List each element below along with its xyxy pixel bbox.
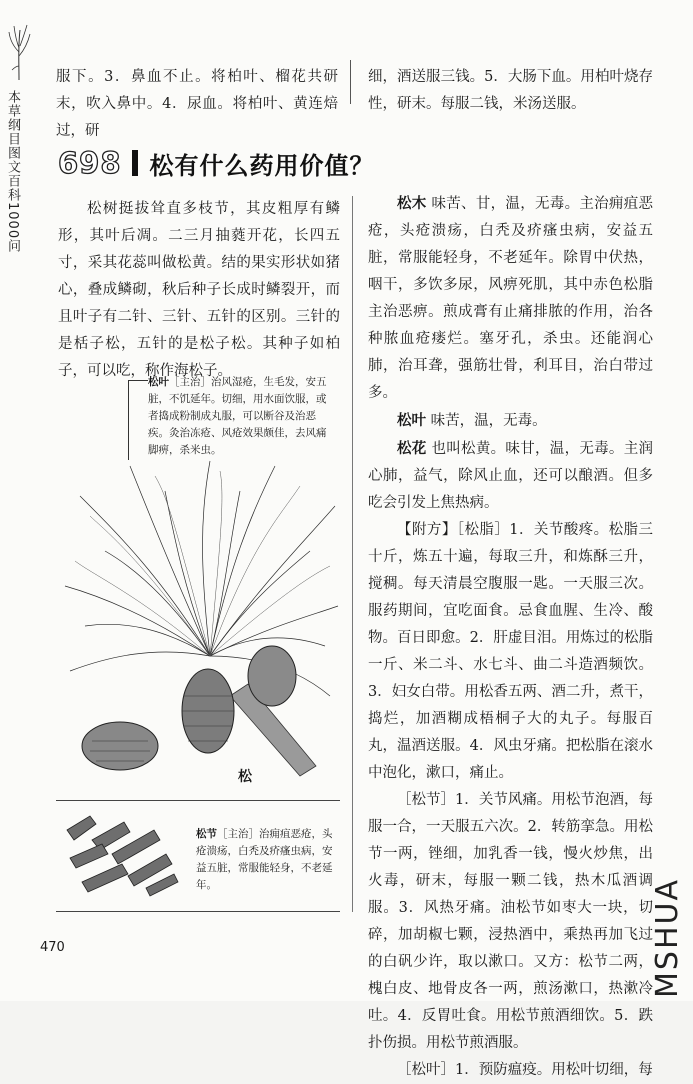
page-number: 470 xyxy=(40,940,65,955)
caption-text: ［主治］治痈疽恶疮，头疮溃疡，白秃及疥瘙虫病，安益五脏，常服能轻身，不老延年。 xyxy=(196,828,333,891)
section-number: 698 xyxy=(58,146,122,180)
paragraph-songjie: ［松节］1．关节风痛。用松节泡酒，每服一合，一天服五六次。2．转筋挛急。用松节一两，锉细，加乳香一钱，慢火炒焦，出火毒，研末，每服一颗二钱，热木瓜酒调服。3．风热牙痛。油松节如枣大一块，切碎，加胡椒七颗，浸热酒中，乘热再加飞过的白矾少许，取以漱口。又方：松节二两，槐白皮、地骨皮各一两，煎汤漱口，热漱冷吐。4．反胃吐食。用松节煎酒细饮。5．跌扑伤损。用松节煎酒服。 xyxy=(368,792,653,1051)
caption-text: ［主治］治风湿疮，生毛发，安五脏，不饥延年。切细，用水面饮服，或者捣成粉制成丸服，可以断谷及治恶疾。灸治冻疮、风疮效果颇佳，去风痛脚痹，杀米虫。 xyxy=(148,376,327,456)
continued-text-right: 细，酒送服三钱。5．大肠下血。用柏叶烧存性，研末。每服二钱，米汤送服。 xyxy=(368,69,653,112)
right-column xyxy=(368,190,653,1084)
heading-bar xyxy=(132,150,138,176)
plant-logo-icon xyxy=(6,22,32,82)
paragraph-fufang: 【附方】［松脂］1．关节酸疼。松脂三十斤，炼五十遍，每取三升，和炼酥三升，搅稠。每天清晨空腹服一匙。一天服三次。服药期间，宜吃面食。忌食血腥、生冷、酸物。百日即愈。2．肝虚目泪。用炼过的松脂一斤、米二斗、水七斗、曲二斗造酒频饮。3．妇女白带。用松香五两、酒二升，煮干，捣烂，加酒糊成梧桐子大的丸子。每服百丸，温酒送服。4．风虫牙痛。把松脂在滚水中泡化，漱口，痛止。 xyxy=(368,522,653,781)
paragraph-songhua: 松花 也叫松黄。味甘，温，无毒。主润心肺，益气，除风止血，还可以酿酒。但多吃会引发上焦热病。 xyxy=(368,440,654,511)
book-title: 本草纲目图文百科1000问 xyxy=(5,90,20,254)
caption-leader-line xyxy=(128,380,148,381)
pine-knot-illustration xyxy=(62,810,182,902)
caption-leader-line-vertical xyxy=(128,380,129,460)
column-divider xyxy=(352,196,353,912)
book-spine-title xyxy=(6,22,32,253)
continued-text-left: 服下。3．鼻血不止。将柏叶、榴花共研末，吹入鼻中。4．尿血。将柏叶、黄连焙过，研 xyxy=(56,69,338,139)
section-title: 松有什么药用价值？ xyxy=(149,151,375,180)
pine-leaf-caption xyxy=(148,374,336,459)
paragraph-songmu: 松木 味苦、甘，温，无毒。主治痈疽恶疮，头疮溃疡，白秃及疥瘙虫病，安益五脏，常服能轻身，不老延年。除胃中伏热，咽干，多饮多尿，风痹死肌，其中赤色松脂主治恶痹。煎成膏有止痛排脓的作用，治各种脓血疮瘘烂。塞牙孔，杀虫。还能润心肺，治耳聋，强筋壮骨，利耳目，治白带过多。 xyxy=(368,195,654,401)
paragraph-songye-fang: ［松叶］1．预防瘟疫。用松叶切细，每 xyxy=(397,1062,653,1078)
intro-paragraph: 松树挺拔耸直多枝节，其皮粗厚有鳞形，其叶后凋。二三月抽蕤开花，长四五寸，采其花蕊叫做松黄。结的果实形状如猪心，叠成鳞砌，秋后种子长成时鳞裂开，而且叶子有二针、三针、五针的区别。三针的是栝子松，五针的是松子松。其种子如柏子，可以吃，称作海松子。 xyxy=(58,201,340,379)
caption-label: 松节 xyxy=(196,828,217,840)
section-heading xyxy=(58,143,375,183)
column-divider-top xyxy=(350,60,351,104)
paragraph-songye: 松叶 味苦，温，无毒。 xyxy=(397,412,547,429)
figure-label: 松 xyxy=(238,769,252,785)
pine-knot-caption xyxy=(196,826,338,894)
caption-label: 松叶 xyxy=(148,376,169,388)
watermark: MSHUA xyxy=(650,878,685,998)
pine-branch-illustration xyxy=(60,456,340,786)
